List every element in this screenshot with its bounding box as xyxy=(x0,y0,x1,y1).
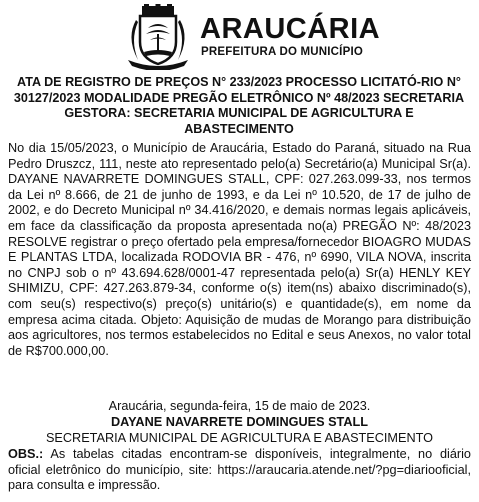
observation-note xyxy=(8,447,471,494)
signer-department: SECRETARIA MUNICIPAL DE AGRICULTURA E ABASTECIMENTO xyxy=(45,431,434,445)
signer-name: DAYANE NAVARRETE DOMINGUES STALL xyxy=(110,415,369,429)
observation-label: OBS.: xyxy=(8,447,44,461)
observation-text: As tabelas citadas encontram-se disponíveis, integralmente, no diário oficial eletrônico do município, site: https://araucaria.atende.net/?pg=diariooficial, para consulta e impressão. xyxy=(8,447,471,493)
document-title: ATA DE REGISTRO DE PREÇOS N° 233/2023 PROCESSO LICITATÓ-RIO N° 30127/2023 MODALIDADE PREGÃO ELETRÔNICO Nº 48/2023 SECRETARIA GESTORA: SECRETARIA MUNICIPAL DE AGRICULTURA E ABASTECIMENTO xyxy=(13,75,465,136)
coat-of-arms-icon xyxy=(122,4,194,70)
date-line: Araucária, segunda-feira, 15 de maio de 2023. xyxy=(108,399,371,413)
header xyxy=(0,0,479,72)
document-body: No dia 15/05/2023, o Município de Araucária, Estado do Paraná, situado na Rua Pedro Druszcz, 111, neste ato representado pelo(a) Secretário(a) Municipal Sr(a). DAYANE NAVARRETE DOMINGUES STALL, CPF: 027.263.099-33, nos termos da Lei nº 8.666, de 21 de junho de 1993, e da Lei nº 10.520, de 17 de julho de 2002, e do Decreto Municipal nº 34.416/2020, e demais normas legais aplicáveis, em face da classificação da proposta apresentada no(a) PREGÃO Nº: 48/2023 RESOLVE registrar o preço ofertado pela empresa/fornecedor BIOAGRO MUDAS E PLANTAS LTDA, localizada RODOVIA BR - 476, nº 6990, VILA NOVA, inscrita no CNPJ sob o nº 43.694.628/0001-47 representada pelo(a) Sr(a) HENLY KEY SHIMIZU, CPF: 427.263.879-34, conforme o(s) item(ns) abaixo discriminado(s), com seu(s) respectivo(s) preço(s) unitário(s) e quantidade(s), em nome da empresa acima citada. Objeto: Aquisição de mudas de Morango para distribuição aos agricultores, nos termos estabelecidos no Edital e seus Anexos, no valor total de R$700.000,00. xyxy=(8,141,471,358)
brand-subtitle: PREFEITURA DO MUNICÍPIO xyxy=(201,46,363,58)
brand-name: ARAUCÁRIA xyxy=(200,13,381,45)
